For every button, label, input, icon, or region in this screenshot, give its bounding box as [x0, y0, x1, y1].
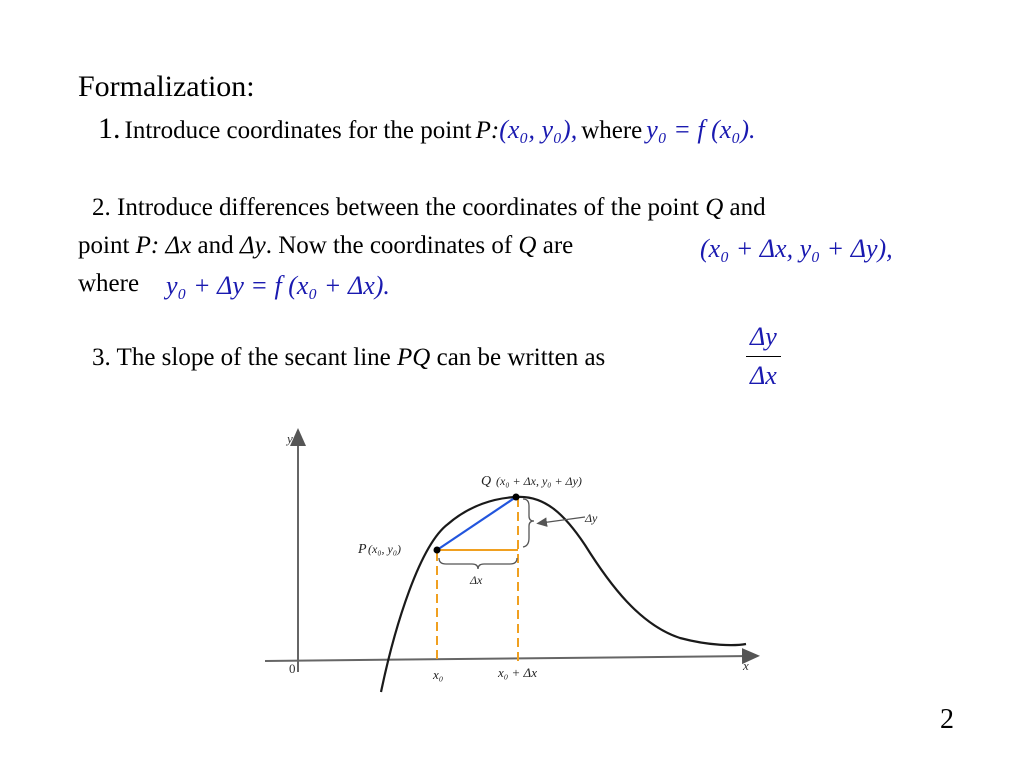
point-p	[434, 547, 441, 554]
step-2-and-2: and	[197, 232, 234, 259]
step-1-point-label: P:	[475, 117, 500, 144]
step-1-text: Introduce coordinates for the point	[124, 117, 472, 144]
step-2-dx: Δx	[165, 232, 192, 259]
y-axis-label: y	[287, 431, 293, 446]
x0-tick-label: x₀	[433, 667, 444, 682]
slide-heading: Formalization:	[78, 70, 255, 103]
step-2-q-2: Q	[518, 232, 537, 259]
function-curve	[381, 497, 746, 692]
step-2-line-1-text: 2. Introduce differences between the coordinates of the point	[92, 194, 699, 221]
step-1-equation: y₀ = f (x₀).	[646, 115, 756, 144]
step-2-p: P:	[135, 232, 160, 259]
q-label: Q	[481, 474, 492, 489]
step-2-q: Q	[705, 194, 724, 221]
step-3-suffix: can be written as	[436, 344, 606, 371]
step-2-point-word: point	[78, 232, 130, 259]
dx-label: Δx	[470, 573, 483, 587]
point-q	[513, 494, 520, 501]
x-axis-label: x	[743, 658, 749, 673]
step-1-number: 1.	[98, 112, 121, 145]
p-label: P	[358, 542, 367, 557]
p-coords: (x₀, y₀)	[368, 542, 401, 556]
x0dx-tick-label: x₀ + Δx	[498, 665, 537, 680]
x-axis	[265, 656, 752, 661]
step-1-where: where	[581, 117, 643, 144]
step-2-equation: y₀ + Δy = f (x₀ + Δx).	[166, 271, 390, 300]
step-3-pq: PQ	[397, 344, 431, 371]
step-2-are: are	[542, 232, 574, 259]
step-3-prefix: 3. The slope of the secant line	[92, 344, 391, 371]
dy-brace	[523, 499, 534, 547]
dy-label: Δy	[585, 511, 598, 525]
fraction-denominator: Δx	[750, 361, 777, 390]
origin-label: 0	[289, 661, 296, 676]
page-number: 2	[940, 704, 954, 735]
step-2-and: and	[729, 194, 766, 221]
step-1-coords: (x₀, y₀),	[499, 115, 578, 144]
q-coords: (x₀ + Δx, y₀ + Δy)	[496, 474, 582, 488]
step-2-coords: (x₀ + Δx, y₀ + Δy),	[700, 234, 893, 263]
fraction-numerator: Δy	[746, 318, 781, 357]
step-2-where: where	[78, 270, 140, 297]
step-2-dy: Δy	[239, 232, 266, 259]
dx-brace	[439, 558, 517, 569]
step-2-rest: . Now the coordinates of	[265, 232, 513, 259]
